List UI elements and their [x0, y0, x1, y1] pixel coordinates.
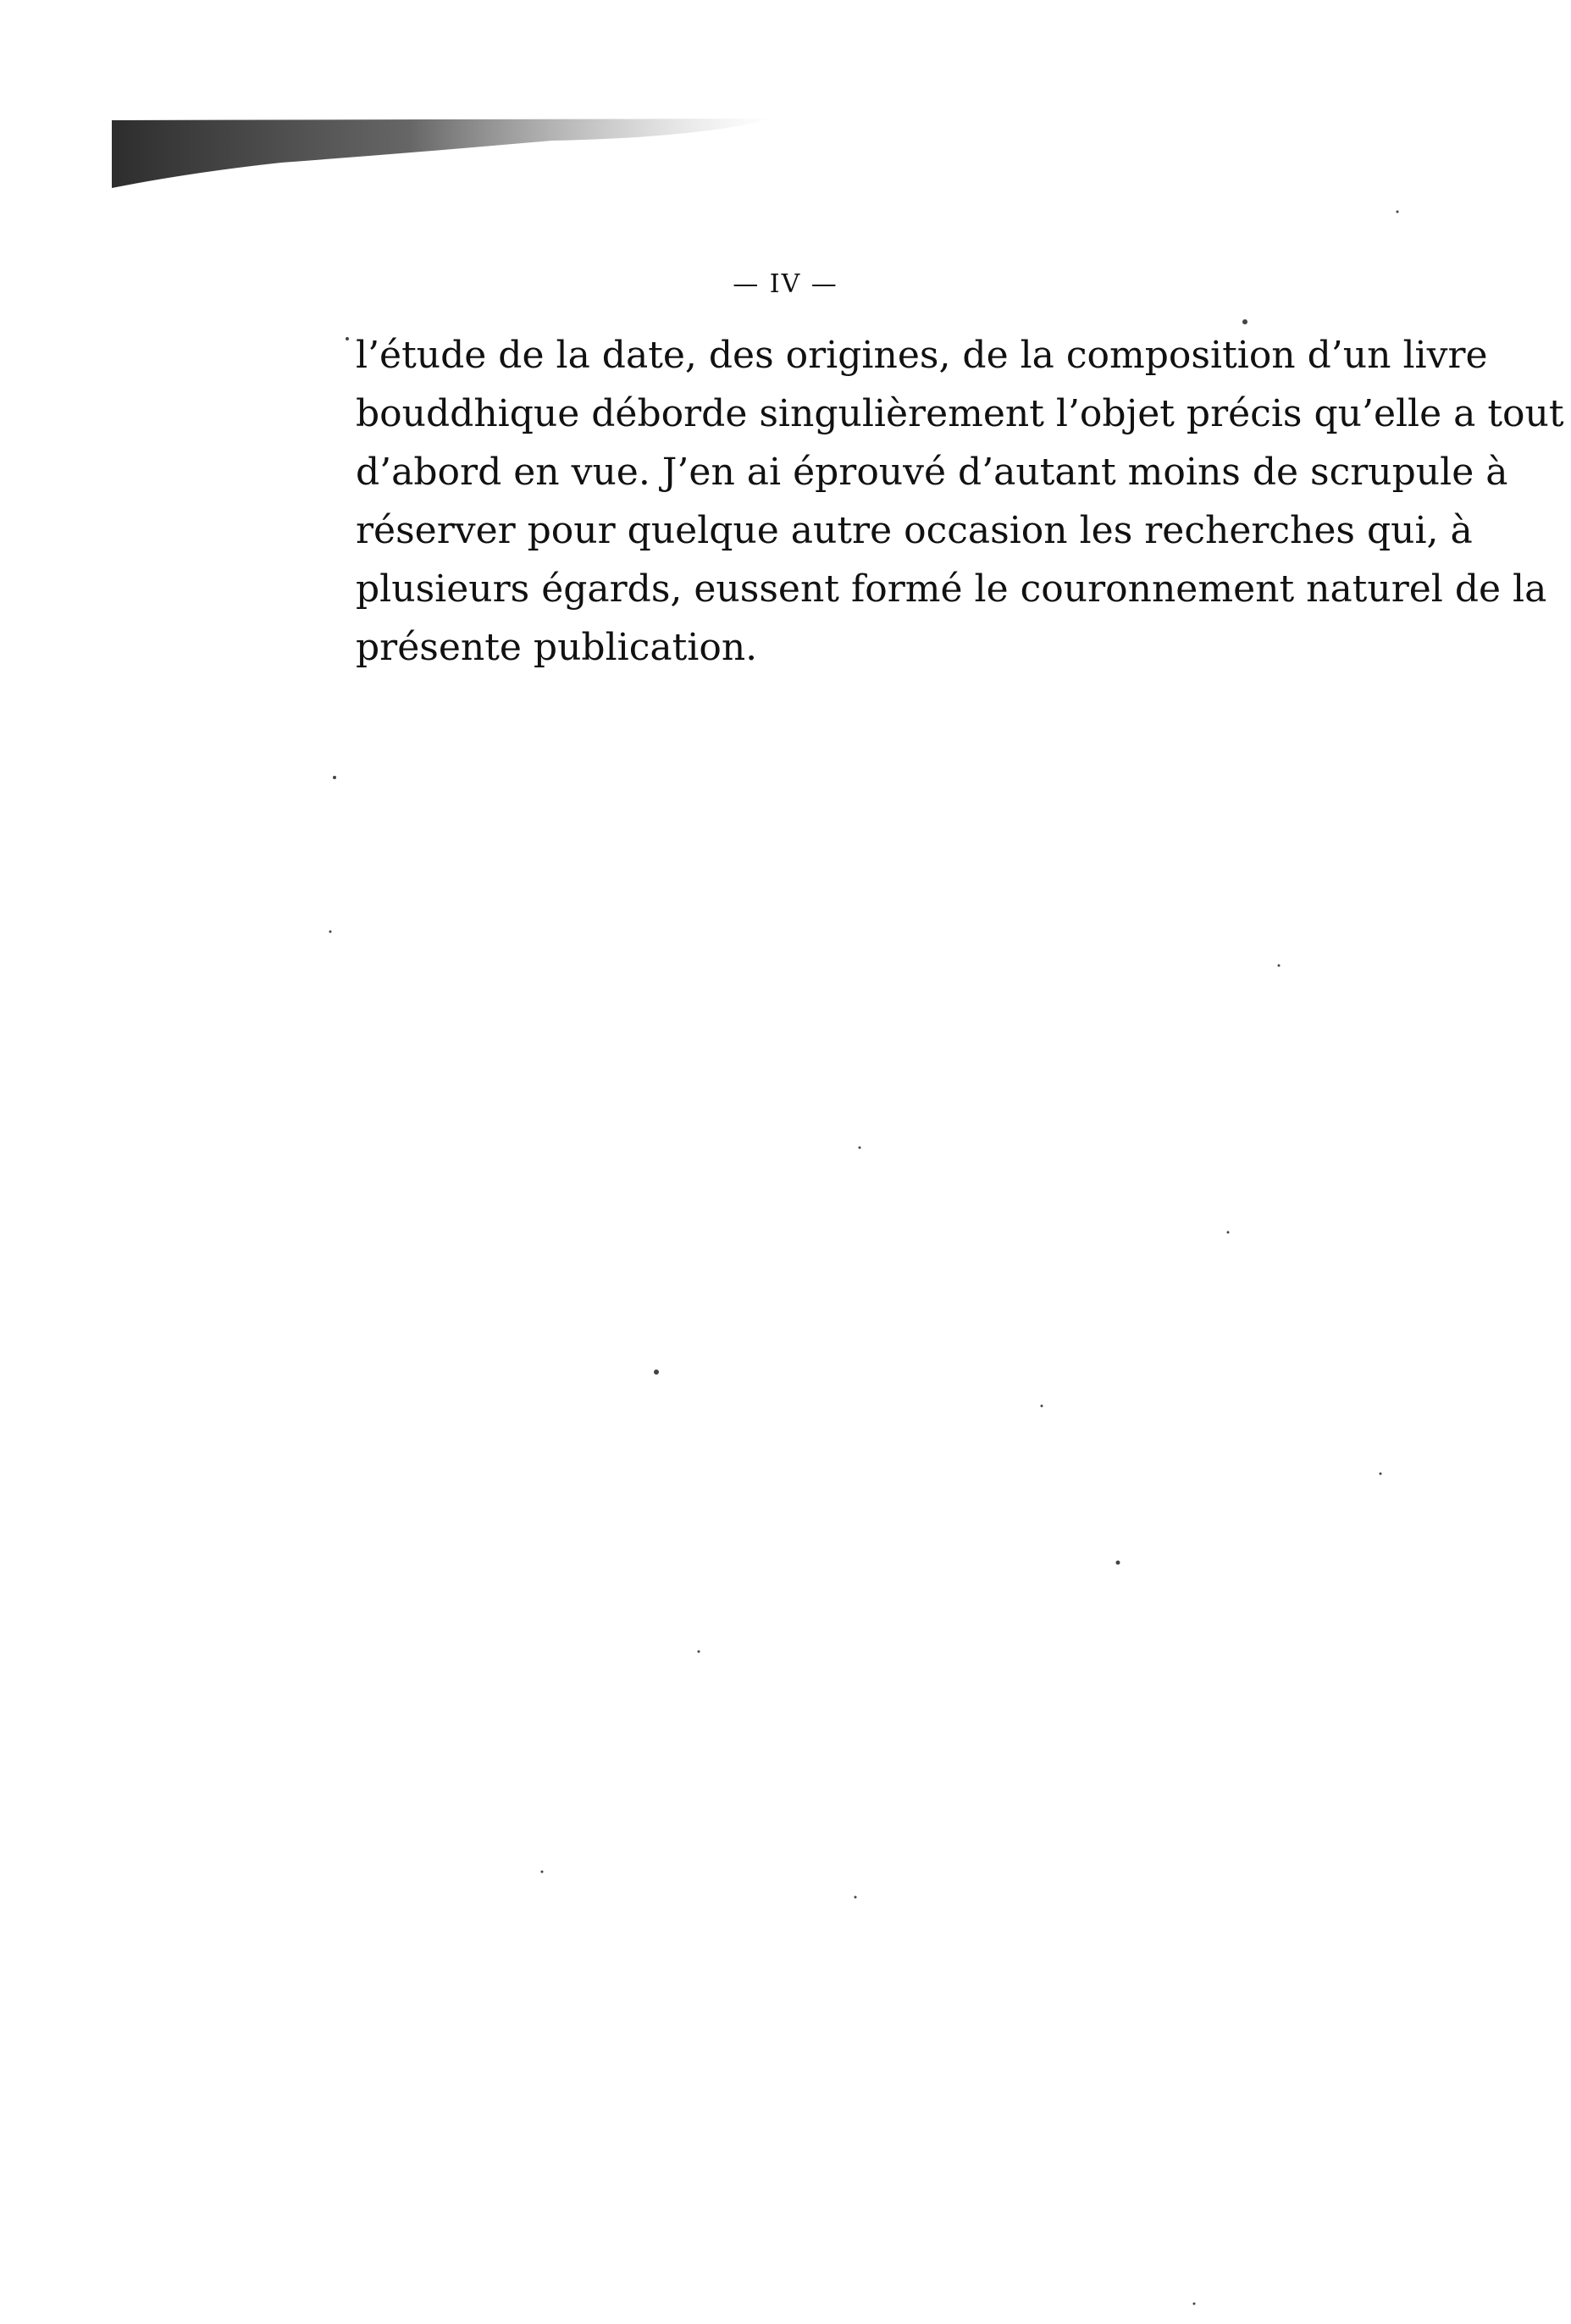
paragraph-line: bouddhique déborde singulièrement l’objet précis qu’elle a tout: [356, 392, 1564, 435]
paragraph-line: plusieurs égards, eussent formé le couronnement naturel de la: [356, 567, 1547, 611]
paragraph-line: d’abord en vue. J’en ai éprouvé d’autant moins de scrupule à: [356, 451, 1508, 494]
paragraph-line: présente publication.: [356, 626, 758, 669]
paragraph-line: réserver pour quelque autre occasion les recherches qui, à: [356, 509, 1473, 552]
paragraph-line: l’étude de la date, des origines, de la composition d’un livre: [356, 334, 1488, 377]
scan-smudge: [112, 112, 789, 192]
body-paragraph: [356, 326, 1564, 677]
page-number: — IV —: [733, 269, 838, 299]
